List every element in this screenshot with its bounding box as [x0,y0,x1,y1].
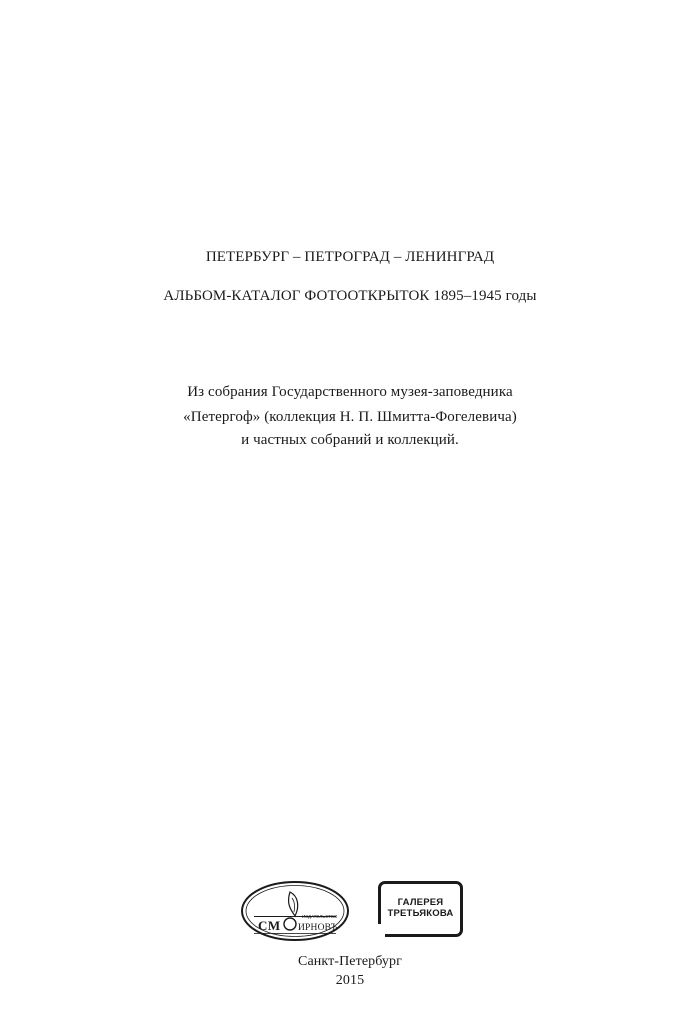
smirnov-publishing-logo [240,880,350,942]
svg-text:ИРНОВЪ: ИРНОВЪ [298,923,338,933]
svg-text:СМ: СМ [258,918,281,933]
svg-text:ИЗДАТЕЛЬСТВО: ИЗДАТЕЛЬСТВО [302,914,338,919]
description-line-2: «Петергоф» (коллекция Н. П. Шмитта-Фогелевича) [183,409,517,425]
gallery-logo-line-1: ГАЛЕРЕЯ [397,897,444,908]
description-line-1: Из собрания Государственного музея-заповедника [187,384,513,400]
description-line-3: и частных собраний и коллекций. [241,432,459,448]
imprint-city: Санкт-Петербург [298,954,402,969]
tretyakov-gallery-logo [378,881,463,937]
book-title: ПЕТЕРБУРГ – ПЕТРОГРАД – ЛЕНИНГРАД [205,249,495,265]
book-subtitle: АЛЬБОМ-КАТАЛОГ ФОТООТКРЫТОК 1895–1945 годы [163,288,537,304]
gallery-logo-line-2: ТРЕТЬЯКОВА [387,908,454,919]
logo-corner-notch [378,924,385,940]
imprint-year: 2015 [335,973,365,988]
